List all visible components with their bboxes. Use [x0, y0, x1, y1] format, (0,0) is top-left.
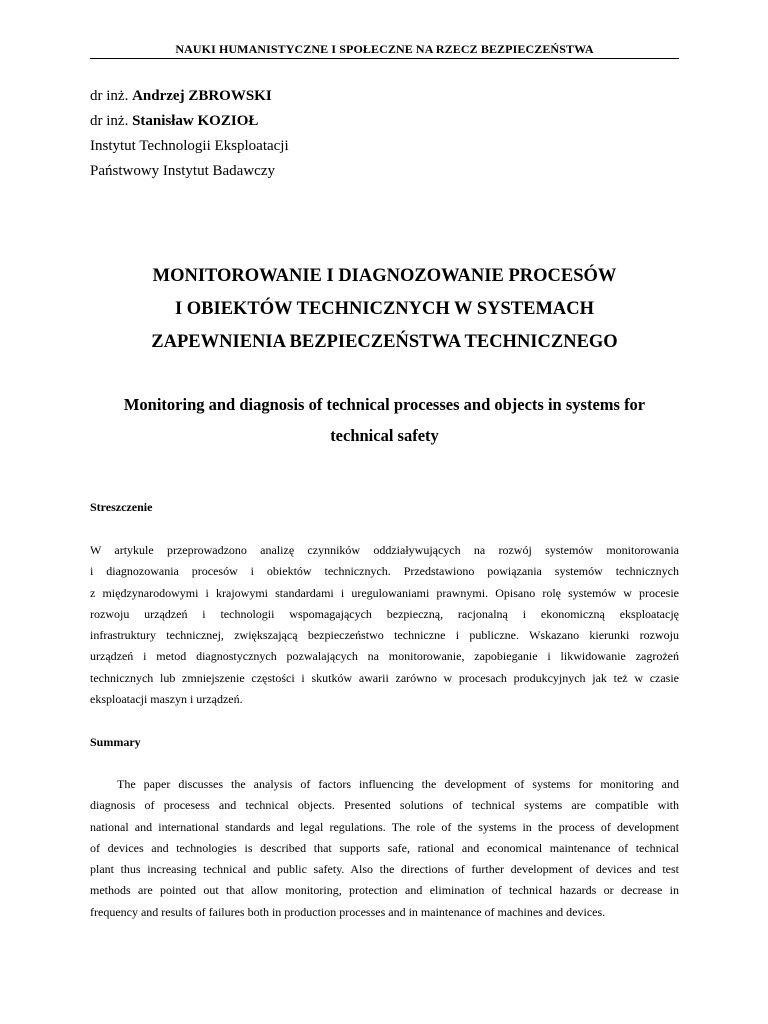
summary-line: national and international standards and legal regulations. The role of the systems in the process of development	[90, 819, 679, 834]
streszczenie-heading: Streszczenie	[90, 500, 153, 514]
streszczenie-line: i diagnozowania procesów i obiektów technicznych. Przedstawiono powiązania systemów technicznych	[90, 564, 679, 579]
streszczenie-body	[90, 540, 679, 710]
title-polish-line: I OBIEKTÓW TECHNICZNYCH W SYSTEMACH	[174, 299, 595, 319]
author-2	[90, 109, 289, 134]
author-1	[90, 84, 289, 109]
summary-line: of devices and technologies is described that supports safe, rational and economical maintenance of technical	[90, 840, 679, 855]
summary-heading: Summary	[90, 735, 141, 749]
title-polish-line: ZAPEWNIENIA BEZPIECZEŃSTWA TECHNICZNEGO	[151, 332, 618, 352]
affiliation-2: Państwowy Instytut Badawczy	[90, 163, 275, 179]
streszczenie-line: eksploatacji maszyn i urządzeń.	[90, 692, 243, 707]
title-english-line: technical safety	[330, 426, 439, 445]
summary-line: methods are pointed out that allow monitoring, protection and elimination of technical hazards or decrease in	[90, 883, 679, 898]
author-2-title: dr inż.	[90, 113, 133, 129]
affiliation-1: Instytut Technologii Eksploatacji	[90, 138, 289, 154]
author-1-name: Andrzej ZBROWSKI	[132, 88, 272, 104]
summary-line: plant thus increasing technical and public safety. Also the directions of further development of devices and test	[90, 862, 679, 877]
author-2-name: Stanisław KOZIOŁ	[132, 113, 259, 129]
title-polish	[90, 260, 679, 359]
streszczenie-line: urządzeń i metod diagnostycznych pozwalających na monitorowanie, zapobieganie i likwidowanie zagrożeń	[90, 649, 679, 664]
summary-line: diagnosis of procesess and technical objects. Presented solutions of technical systems are compatible with	[90, 798, 679, 813]
streszczenie-line: z międzynarodowymi i krajowymi standardami i uregulowaniami prawnymi. Opisano rolę systemów w procesie	[90, 585, 679, 600]
summary-line: The paper discusses the analysis of factors influencing the development of systems for monitoring and	[117, 777, 679, 791]
streszczenie-line: infrastruktury technicznej, zwiększającą bezpieczeństwo techniczne i publiczne. Wskazano kierunki rozwoju	[90, 628, 679, 643]
streszczenie-line: technicznych lub zmniejszenie częstości i skutków awarii zarówno w procesach produkcyjnych jak też w czasie	[90, 670, 679, 685]
title-polish-line: MONITOROWANIE I DIAGNOZOWANIE PROCESÓW	[152, 266, 617, 286]
title-english-line: Monitoring and diagnosis of technical processes and objects in systems for	[123, 395, 646, 414]
running-header: NAUKI HUMANISTYCZNE I SPOŁECZNE NA RZECZ BEZPIECZEŃSTWA	[175, 42, 594, 56]
streszczenie-line: rozwoju urządzeń i technologii wspomagających bezpieczną, racjonalną i ekonomiczną eksploatację	[90, 606, 679, 621]
author-block	[90, 84, 289, 184]
author-1-title: dr inż.	[90, 88, 133, 104]
header-rule	[90, 58, 679, 59]
summary-line: frequency and results of failures both in production processes and in maintenance of machines and devices.	[90, 904, 606, 919]
summary-body	[90, 774, 679, 923]
title-english	[90, 389, 679, 451]
streszczenie-line: W artykule przeprowadzono analizę czynników oddziaływujących na rozwój systemów monitorowania	[90, 543, 679, 557]
